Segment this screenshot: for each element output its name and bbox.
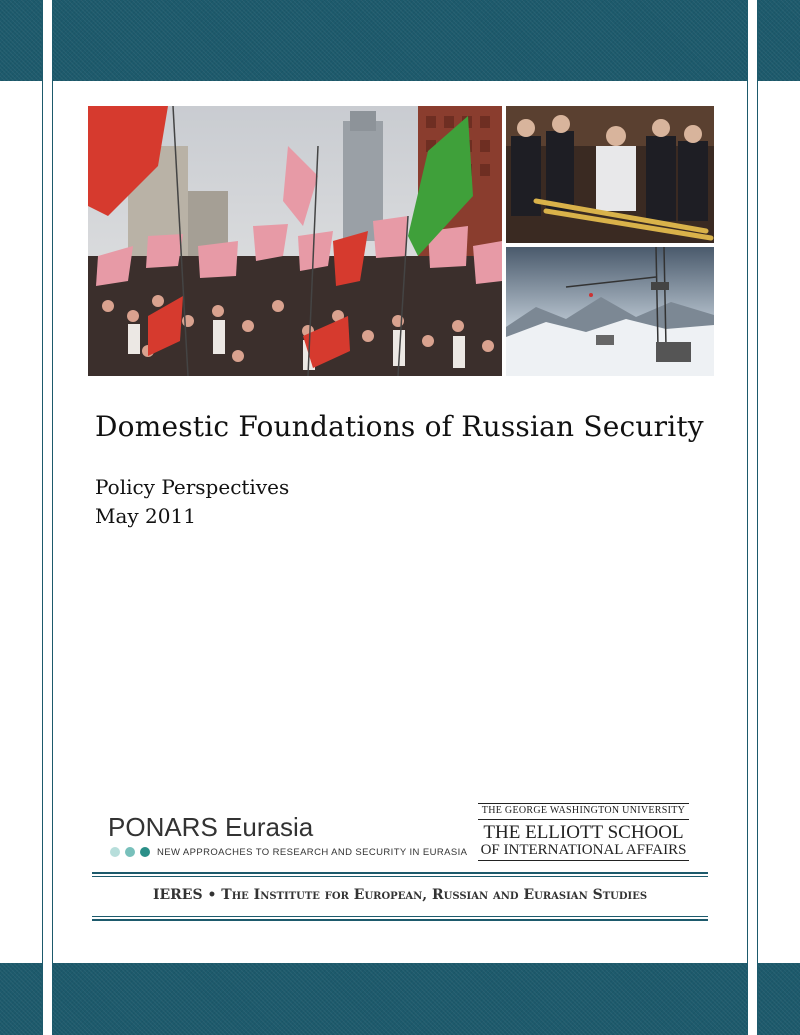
top-decorative-band xyxy=(0,0,800,81)
bottom-decorative-band xyxy=(0,963,800,1035)
ieres-rule-bottom xyxy=(92,919,708,921)
document-title: Domestic Foundations of Russian Security xyxy=(95,410,704,443)
gwu-university-name: THE GEORGE WASHINGTON UNIVERSITY xyxy=(481,805,686,816)
officials-skis-photo xyxy=(506,106,714,243)
ponars-logo-name: PONARS Eurasia xyxy=(108,812,314,842)
ieres-rule-top-thin xyxy=(92,876,708,877)
gwu-school-line1: THE ELLIOTT SCHOOL xyxy=(483,822,684,843)
gwu-rule-mid xyxy=(478,819,689,820)
gwu-rule-bottom xyxy=(478,860,689,861)
document-date: May 2011 xyxy=(95,504,196,528)
right-border-line xyxy=(757,0,758,1035)
gwu-rule-top xyxy=(478,803,689,804)
ieres-rule-top xyxy=(92,872,708,874)
ieres-rule-bottom-thin xyxy=(92,916,708,917)
ieres-abbr: IERES xyxy=(152,887,203,903)
ieres-separator: • xyxy=(207,887,217,903)
rally-crowd-photo xyxy=(88,106,502,376)
document-subtitle: Policy Perspectives xyxy=(95,475,290,499)
ponars-logo-dot xyxy=(125,847,135,857)
ski-resort-photo xyxy=(506,247,714,376)
left-border-line-inner xyxy=(52,0,53,1035)
ponars-logo-dot xyxy=(110,847,120,857)
left-border-line xyxy=(42,0,43,1035)
gwu-school-line2: OF INTERNATIONAL AFFAIRS xyxy=(480,842,687,858)
ponars-logo-dot xyxy=(140,847,150,857)
right-border-line-inner xyxy=(747,0,748,1035)
ponars-tagline: NEW APPROACHES TO RESEARCH AND SECURITY IN EURASIA xyxy=(157,847,468,858)
ieres-line xyxy=(92,887,708,903)
ieres-full-name: The Institute for European, Russian and Eurasian Studies xyxy=(221,887,648,903)
